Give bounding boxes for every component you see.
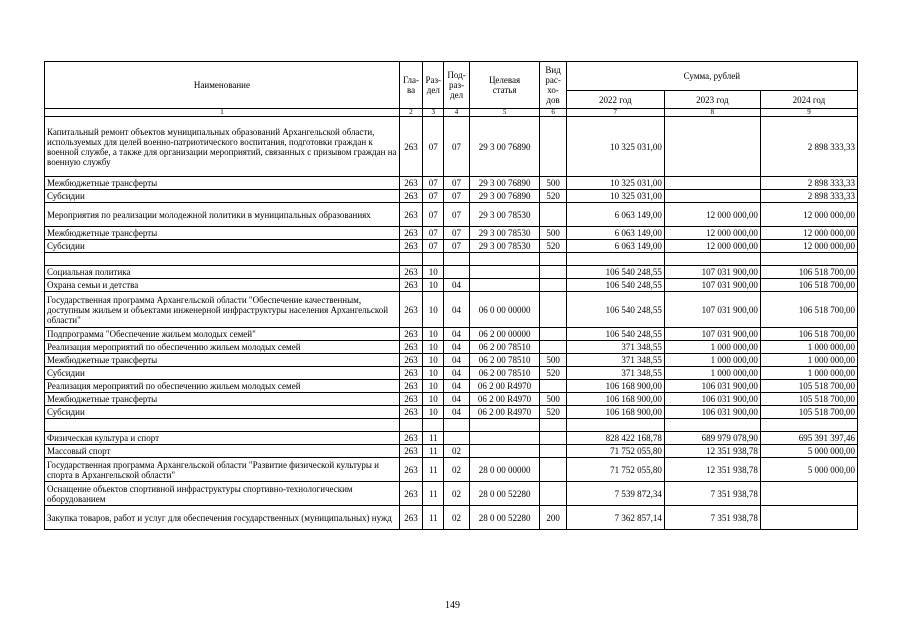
empty-cell [566,253,664,266]
empty-cell [540,419,566,432]
cell-2024: 106 518 700,00 [760,266,857,279]
cell-glava: 263 [399,380,422,393]
column-number: 9 [760,109,857,117]
cell-glava: 263 [399,227,422,240]
cell-2022: 106 540 248,55 [566,328,664,341]
cell-2023: 689 979 078,90 [664,432,760,445]
cell-razdel: 10 [423,393,444,406]
cell-razdel: 10 [423,354,444,367]
cell-razdel: 10 [423,406,444,419]
cell-target: 29 3 00 76890 [469,117,540,177]
cell-name: Межбюджетные трансферты [45,354,400,367]
cell-vid: 200 [540,506,566,530]
cell-name: Оснащение объектов спортивной инфраструктуры спортивно-технологическим оборудованием [45,482,400,506]
cell-2023 [664,117,760,177]
cell-razdel: 10 [423,380,444,393]
cell-name: Массовый спорт [45,445,400,458]
cell-name: Капитальный ремонт объектов муниципальных образований Архангельской области, используемых для целей военно-патриотического воспитания, подготовки граждан к военной службе, а также для организации мероприятий, связанных с призывом граждан на военную службу [45,117,400,177]
budget-table [44,61,858,530]
column-number: 7 [566,109,664,117]
table-row [45,482,858,506]
cell-name: Реализация мероприятий по обеспечению жильем молодых семей [45,341,400,354]
cell-2024: 105 518 700,00 [760,380,857,393]
table-row [45,177,858,190]
table-row [45,266,858,279]
cell-glava: 263 [399,341,422,354]
cell-target: 28 0 00 00000 [469,458,540,482]
cell-2024: 2 898 333,33 [760,117,857,177]
cell-target: 06 2 00 78510 [469,354,540,367]
table-row [45,328,858,341]
table-row [45,354,858,367]
cell-target: 29 3 00 76890 [469,177,540,190]
cell-2024: 695 391 397,46 [760,432,857,445]
cell-2022: 106 168 900,00 [566,380,664,393]
table-header [45,62,858,117]
table-row [45,458,858,482]
cell-2022: 106 540 248,55 [566,266,664,279]
table-row [45,506,858,530]
cell-2022: 106 540 248,55 [566,279,664,292]
cell-podrazdel: 04 [444,279,469,292]
cell-vid [540,328,566,341]
cell-2022: 371 348,55 [566,341,664,354]
cell-razdel: 10 [423,367,444,380]
column-numbers-row [45,109,858,117]
cell-name: Субсидии [45,240,400,253]
cell-razdel: 11 [423,458,444,482]
cell-podrazdel: 04 [444,354,469,367]
cell-razdel: 10 [423,292,444,328]
cell-2023: 12 000 000,00 [664,203,760,227]
cell-podrazdel: 02 [444,482,469,506]
cell-target: 06 0 00 00000 [469,292,540,328]
cell-2022: 71 752 055,80 [566,445,664,458]
header-sum: Сумма, рублей [566,62,857,91]
header-podrazdel: Под- раз- дел [444,62,469,109]
cell-podrazdel: 02 [444,506,469,530]
table-row [45,203,858,227]
cell-glava: 263 [399,190,422,203]
cell-2024: 12 000 000,00 [760,203,857,227]
cell-vid [540,279,566,292]
empty-cell [760,253,857,266]
cell-2023: 106 031 900,00 [664,393,760,406]
cell-2022: 106 168 900,00 [566,406,664,419]
header-year-2023: 2023 год [664,91,760,109]
cell-name: Межбюджетные трансферты [45,227,400,240]
cell-razdel: 07 [423,190,444,203]
cell-glava: 263 [399,482,422,506]
cell-2024: 5 000 000,00 [760,445,857,458]
cell-2023 [664,177,760,190]
cell-vid [540,445,566,458]
cell-glava: 263 [399,445,422,458]
cell-glava: 263 [399,117,422,177]
cell-2022: 6 063 149,00 [566,227,664,240]
cell-target: 29 3 00 78530 [469,227,540,240]
page-number: 149 [445,600,460,611]
table-row [45,279,858,292]
cell-2022: 6 063 149,00 [566,240,664,253]
column-number: 3 [423,109,444,117]
cell-2022: 371 348,55 [566,367,664,380]
cell-2024: 1 000 000,00 [760,367,857,380]
cell-vid [540,432,566,445]
empty-cell [469,253,540,266]
empty-cell [444,419,469,432]
cell-2023: 1 000 000,00 [664,367,760,380]
cell-razdel: 07 [423,240,444,253]
cell-name: Межбюджетные трансферты [45,393,400,406]
cell-2024: 105 518 700,00 [760,393,857,406]
cell-target: 28 0 00 52280 [469,482,540,506]
cell-target: 29 3 00 76890 [469,190,540,203]
cell-2024: 12 000 000,00 [760,227,857,240]
header-vid: Вид рас- хо- дов [540,62,566,109]
empty-cell [540,253,566,266]
cell-podrazdel: 07 [444,240,469,253]
cell-2023: 106 031 900,00 [664,380,760,393]
empty-cell [399,253,422,266]
empty-cell [566,419,664,432]
cell-name: Охрана семьи и детства [45,279,400,292]
header-glava: Гла- ва [399,62,422,109]
cell-vid [540,341,566,354]
cell-name: Субсидии [45,367,400,380]
cell-glava: 263 [399,506,422,530]
table-row-blank [45,253,858,266]
cell-glava: 263 [399,279,422,292]
cell-2024: 106 518 700,00 [760,328,857,341]
cell-2023: 7 351 938,78 [664,506,760,530]
cell-2023: 107 031 900,00 [664,292,760,328]
cell-2023: 107 031 900,00 [664,266,760,279]
cell-2022: 7 362 857,14 [566,506,664,530]
cell-glava: 263 [399,203,422,227]
table-row [45,227,858,240]
cell-target [469,266,540,279]
cell-2023: 107 031 900,00 [664,279,760,292]
cell-2023: 12 351 938,78 [664,445,760,458]
cell-podrazdel [444,432,469,445]
cell-glava: 263 [399,292,422,328]
column-number: 6 [540,109,566,117]
empty-cell [664,253,760,266]
cell-podrazdel: 07 [444,203,469,227]
cell-razdel: 07 [423,203,444,227]
cell-2023: 107 031 900,00 [664,328,760,341]
cell-2024: 1 000 000,00 [760,341,857,354]
cell-vid: 520 [540,367,566,380]
cell-razdel: 11 [423,432,444,445]
cell-2024: 106 518 700,00 [760,279,857,292]
empty-cell [760,419,857,432]
cell-razdel: 07 [423,117,444,177]
cell-vid [540,266,566,279]
cell-name: Государственная программа Архангельской области "Развитие физической культуры и спорта в Архангельской области" [45,458,400,482]
table-row [45,341,858,354]
table-row [45,117,858,177]
cell-vid: 500 [540,177,566,190]
cell-target: 06 2 00 00000 [469,328,540,341]
column-number: 2 [399,109,422,117]
cell-name: Физическая культура и спорт [45,432,400,445]
cell-2022: 106 540 248,55 [566,292,664,328]
table-row [45,445,858,458]
table-row [45,240,858,253]
cell-podrazdel: 02 [444,458,469,482]
cell-vid [540,482,566,506]
cell-glava: 263 [399,266,422,279]
cell-glava: 263 [399,177,422,190]
cell-glava: 263 [399,393,422,406]
cell-2024: 2 898 333,33 [760,177,857,190]
cell-2022: 828 422 168,78 [566,432,664,445]
table-row [45,292,858,328]
column-number: 8 [664,109,760,117]
cell-2022: 106 168 900,00 [566,393,664,406]
cell-2024 [760,506,857,530]
cell-target: 29 3 00 78530 [469,240,540,253]
cell-razdel: 11 [423,506,444,530]
cell-2022: 10 325 031,00 [566,190,664,203]
column-number: 4 [444,109,469,117]
cell-2022: 7 539 872,34 [566,482,664,506]
cell-2023: 106 031 900,00 [664,406,760,419]
cell-2023: 1 000 000,00 [664,354,760,367]
cell-podrazdel: 04 [444,406,469,419]
cell-vid [540,458,566,482]
cell-glava: 263 [399,458,422,482]
cell-razdel: 11 [423,445,444,458]
cell-podrazdel: 07 [444,117,469,177]
cell-name: Реализация мероприятий по обеспечению жильем молодых семей [45,380,400,393]
cell-2024: 1 000 000,00 [760,354,857,367]
cell-podrazdel: 04 [444,393,469,406]
cell-2024: 105 518 700,00 [760,406,857,419]
empty-cell [423,253,444,266]
cell-target: 06 2 00 R4970 [469,393,540,406]
header-target: Целевая статья [469,62,540,109]
cell-podrazdel: 04 [444,367,469,380]
empty-cell [399,419,422,432]
cell-razdel: 10 [423,341,444,354]
cell-2024: 2 898 333,33 [760,190,857,203]
header-year-2022: 2022 год [566,91,664,109]
table-body [45,117,858,530]
cell-2022: 371 348,55 [566,354,664,367]
cell-2024 [760,482,857,506]
cell-razdel: 10 [423,266,444,279]
empty-cell [444,253,469,266]
cell-glava: 263 [399,328,422,341]
cell-vid [540,117,566,177]
cell-2022: 10 325 031,00 [566,177,664,190]
cell-name: Подпрограмма "Обеспечение жильем молодых семей" [45,328,400,341]
column-number: 5 [469,109,540,117]
cell-podrazdel: 07 [444,177,469,190]
table-row [45,367,858,380]
table-row [45,406,858,419]
column-number: 1 [45,109,400,117]
cell-vid [540,292,566,328]
cell-target: 06 2 00 78510 [469,341,540,354]
empty-cell [664,419,760,432]
cell-podrazdel: 02 [444,445,469,458]
cell-name: Субсидии [45,406,400,419]
cell-glava: 263 [399,432,422,445]
cell-razdel: 11 [423,482,444,506]
cell-vid: 520 [540,240,566,253]
cell-name: Межбюджетные трансферты [45,177,400,190]
table-row [45,432,858,445]
empty-cell [45,253,400,266]
cell-target: 28 0 00 52280 [469,506,540,530]
cell-2022: 6 063 149,00 [566,203,664,227]
cell-razdel: 07 [423,177,444,190]
cell-vid [540,380,566,393]
cell-podrazdel: 04 [444,341,469,354]
cell-podrazdel: 07 [444,227,469,240]
cell-podrazdel: 07 [444,190,469,203]
cell-2024: 106 518 700,00 [760,292,857,328]
cell-2022: 10 325 031,00 [566,117,664,177]
cell-target: 06 2 00 78510 [469,367,540,380]
cell-vid: 520 [540,406,566,419]
cell-target: 06 2 00 R4970 [469,380,540,393]
cell-2023: 12 351 938,78 [664,458,760,482]
cell-name: Закупка товаров, работ и услуг для обеспечения государственных (муниципальных) нужд [45,506,400,530]
cell-2023: 7 351 938,78 [664,482,760,506]
cell-podrazdel: 04 [444,292,469,328]
cell-vid: 500 [540,354,566,367]
cell-razdel: 10 [423,328,444,341]
cell-2023 [664,190,760,203]
header-year-2024: 2024 год [760,91,857,109]
cell-2024: 12 000 000,00 [760,240,857,253]
cell-podrazdel [444,266,469,279]
table-row [45,393,858,406]
cell-razdel: 07 [423,227,444,240]
empty-cell [45,419,400,432]
header-name: Наименование [45,62,400,109]
table-row [45,380,858,393]
cell-2023: 12 000 000,00 [664,240,760,253]
cell-target [469,445,540,458]
cell-name: Государственная программа Архангельской области "Обеспечение качественным, доступным жильем и объектами инженерной инфраструктуры населения Архангельской области" [45,292,400,328]
cell-target: 29 3 00 78530 [469,203,540,227]
cell-podrazdel: 04 [444,328,469,341]
cell-podrazdel: 04 [444,380,469,393]
table-row [45,190,858,203]
cell-glava: 263 [399,367,422,380]
cell-vid [540,203,566,227]
cell-2022: 71 752 055,80 [566,458,664,482]
header-razdel: Раз- дел [423,62,444,109]
empty-cell [469,419,540,432]
cell-vid: 500 [540,393,566,406]
table-row-blank [45,419,858,432]
cell-vid: 500 [540,227,566,240]
cell-target: 06 2 00 R4970 [469,406,540,419]
cell-name: Социальная политика [45,266,400,279]
cell-name: Мероприятия по реализации молодежной политики в муниципальных образованиях [45,203,400,227]
cell-vid: 520 [540,190,566,203]
cell-name: Субсидии [45,190,400,203]
cell-2024: 5 000 000,00 [760,458,857,482]
cell-2023: 12 000 000,00 [664,227,760,240]
cell-2023: 1 000 000,00 [664,341,760,354]
cell-glava: 263 [399,240,422,253]
cell-glava: 263 [399,354,422,367]
cell-razdel: 10 [423,279,444,292]
cell-target [469,432,540,445]
cell-glava: 263 [399,406,422,419]
cell-target [469,279,540,292]
empty-cell [423,419,444,432]
